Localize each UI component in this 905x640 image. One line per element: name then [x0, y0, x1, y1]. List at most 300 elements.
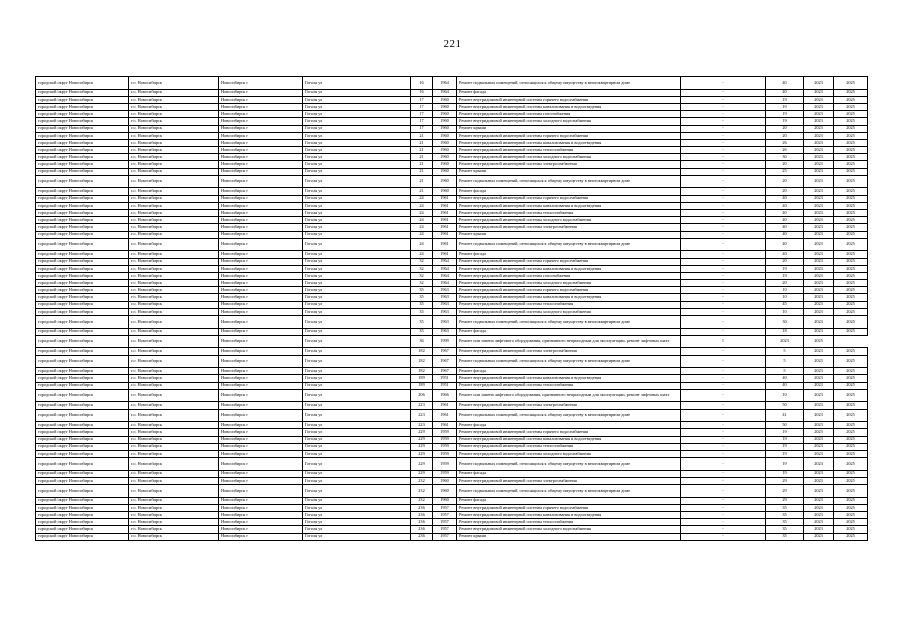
- build-year-cell: 1960: [433, 111, 457, 118]
- table-row: [36, 161, 868, 168]
- work-type-cell: Ремонт внутридомовой инженерной системы канализования и водоотведения: [457, 375, 681, 382]
- municipality-cell: городской округ Новосибирск: [36, 287, 129, 294]
- build-year-cell: 1963: [433, 294, 457, 301]
- wear-cell: 26: [766, 147, 804, 154]
- city-cell: Новосибирск г: [219, 210, 303, 217]
- year-start-cell: 2023: [804, 103, 834, 110]
- year-start-cell: 2023: [804, 125, 834, 132]
- city-cell: Новосибирск г: [219, 118, 303, 125]
- wear-cell: 41: [766, 409, 804, 422]
- capital-repair-table: [35, 76, 868, 541]
- wear-cell: 18: [766, 328, 804, 335]
- municipality-cell: городской округ Новосибирск: [36, 533, 129, 540]
- work-type-cell: Ремонт подвальных помещений, относящихся к общему имуществу в многоквартирном доме: [457, 316, 681, 329]
- wear-cell: 20: [766, 132, 804, 139]
- year-end-cell: 2025: [834, 125, 868, 132]
- street-cell: Гоголя ул: [303, 154, 411, 161]
- district-cell: г.о. Новосибирск: [129, 154, 219, 161]
- build-year-cell: 1961: [433, 202, 457, 209]
- lift-count-cell: -: [681, 497, 766, 504]
- year-end-cell: 2025: [834, 301, 868, 308]
- city-cell: Новосибирск г: [219, 512, 303, 519]
- wear-cell: 40: [766, 382, 804, 389]
- street-cell: Гоголя ул: [303, 132, 411, 139]
- municipality-cell: городской округ Новосибирск: [36, 355, 129, 368]
- street-cell: Гоголя ул: [303, 231, 411, 238]
- work-type-cell: Ремонт внутридомовой инженерной системы канализования и водоотведения: [457, 294, 681, 301]
- municipality-cell: городской округ Новосибирск: [36, 436, 129, 443]
- year-end-cell: 2025: [834, 348, 868, 355]
- lift-count-cell: -: [681, 402, 766, 409]
- wear-cell: 19: [766, 111, 804, 118]
- lift-count-cell: -: [681, 175, 766, 188]
- street-cell: Гоголя ул: [303, 111, 411, 118]
- city-cell: Новосибирск г: [219, 287, 303, 294]
- district-cell: г.о. Новосибирск: [129, 175, 219, 188]
- wear-cell: 19: [766, 470, 804, 477]
- build-year-cell: 1960: [433, 118, 457, 125]
- city-cell: Новосибирск г: [219, 450, 303, 457]
- municipality-cell: городской округ Новосибирск: [36, 210, 129, 217]
- house-number-cell: 182: [411, 355, 433, 368]
- year-start-cell: 2023: [804, 422, 834, 429]
- year-end-cell: 2025: [834, 382, 868, 389]
- build-year-cell: 1960: [433, 161, 457, 168]
- work-type-cell: Ремонт подвальных помещений, относящихся к общему имуществу в многоквартирном доме: [457, 409, 681, 422]
- street-cell: Гоголя ул: [303, 436, 411, 443]
- lift-count-cell: -: [681, 301, 766, 308]
- build-year-cell: 1960: [433, 96, 457, 103]
- city-cell: Новосибирск г: [219, 308, 303, 315]
- city-cell: Новосибирск г: [219, 316, 303, 329]
- district-cell: г.о. Новосибирск: [129, 308, 219, 315]
- street-cell: Гоголя ул: [303, 139, 411, 146]
- house-number-cell: 24: [411, 231, 433, 238]
- city-cell: Новосибирск г: [219, 519, 303, 526]
- lift-count-cell: -: [681, 519, 766, 526]
- house-number-cell: 232: [411, 477, 433, 484]
- table-row: [36, 147, 868, 154]
- lift-count-cell: -: [681, 348, 766, 355]
- year-start-cell: 2023: [804, 202, 834, 209]
- municipality-cell: городской округ Новосибирск: [36, 77, 129, 90]
- city-cell: Новосибирск г: [219, 533, 303, 540]
- wear-cell: 35: [766, 533, 804, 540]
- district-cell: г.о. Новосибирск: [129, 389, 219, 402]
- house-number-cell: 35: [411, 287, 433, 294]
- year-end-cell: 2025: [834, 195, 868, 202]
- year-start-cell: 2023: [804, 195, 834, 202]
- work-type-cell: Ремонт крыши: [457, 125, 681, 132]
- build-year-cell: 1963: [433, 301, 457, 308]
- work-type-cell: Ремонт подвальных помещений, относящихся к общему имуществу в многоквартирном доме: [457, 175, 681, 188]
- city-cell: Новосибирск г: [219, 409, 303, 422]
- street-cell: Гоголя ул: [303, 485, 411, 498]
- work-type-cell: Ремонт фасада: [457, 422, 681, 429]
- street-cell: Гоголя ул: [303, 188, 411, 195]
- build-year-cell: 1961: [433, 238, 457, 251]
- table-row: [36, 132, 868, 139]
- build-year-cell: 1967: [433, 355, 457, 368]
- year-end-cell: 2025: [834, 443, 868, 450]
- wear-cell: 19: [766, 436, 804, 443]
- wear-cell: 2023: [766, 335, 804, 348]
- year-end-cell: 2025: [834, 436, 868, 443]
- district-cell: г.о. Новосибирск: [129, 272, 219, 279]
- municipality-cell: городской округ Новосибирск: [36, 348, 129, 355]
- year-start-cell: 2023: [804, 316, 834, 329]
- table-row: [36, 294, 868, 301]
- build-year-cell: 1959: [433, 429, 457, 436]
- table-row: [36, 485, 868, 498]
- district-cell: г.о. Новосибирск: [129, 251, 219, 258]
- district-cell: г.о. Новосибирск: [129, 512, 219, 519]
- street-cell: Гоголя ул: [303, 168, 411, 175]
- build-year-cell: 1960: [433, 168, 457, 175]
- wear-cell: 40: [766, 89, 804, 96]
- lift-count-cell: -: [681, 231, 766, 238]
- house-number-cell: 16: [411, 89, 433, 96]
- year-end-cell: 2025: [834, 132, 868, 139]
- municipality-cell: городской округ Новосибирск: [36, 504, 129, 511]
- build-year-cell: 1959: [433, 470, 457, 477]
- house-number-cell: 21: [411, 132, 433, 139]
- year-start-cell: 2023: [804, 251, 834, 258]
- year-end-cell: 2025: [834, 308, 868, 315]
- year-end-cell: 2025: [834, 139, 868, 146]
- district-cell: г.о. Новосибирск: [129, 368, 219, 375]
- municipality-cell: городской округ Новосибирск: [36, 175, 129, 188]
- year-start-cell: 2023: [804, 265, 834, 272]
- lift-count-cell: -: [681, 368, 766, 375]
- year-end-cell: 2025: [834, 389, 868, 402]
- table-row: [36, 422, 868, 429]
- work-type-cell: Ремонт внутридомовой инженерной системы канализования и водоотведения: [457, 139, 681, 146]
- year-end-cell: 2025: [834, 265, 868, 272]
- table-row: [36, 118, 868, 125]
- house-number-cell: 32: [411, 272, 433, 279]
- lift-count-cell: -: [681, 280, 766, 287]
- year-end-cell: 2025: [834, 355, 868, 368]
- city-cell: Новосибирск г: [219, 348, 303, 355]
- wear-cell: 19: [766, 458, 804, 471]
- wear-cell: 20: [766, 125, 804, 132]
- table-row: [36, 316, 868, 329]
- district-cell: г.о. Новосибирск: [129, 402, 219, 409]
- year-start-cell: 2023: [804, 217, 834, 224]
- wear-cell: 10: [766, 287, 804, 294]
- street-cell: Гоголя ул: [303, 258, 411, 265]
- year-start-cell: 2023: [804, 96, 834, 103]
- lift-count-cell: -: [681, 139, 766, 146]
- work-type-cell: Ремонт фасада: [457, 470, 681, 477]
- lift-count-cell: -: [681, 217, 766, 224]
- street-cell: Гоголя ул: [303, 202, 411, 209]
- street-cell: Гоголя ул: [303, 301, 411, 308]
- build-year-cell: 1961: [433, 224, 457, 231]
- build-year-cell: 1959: [433, 450, 457, 457]
- wear-cell: 10: [766, 294, 804, 301]
- build-year-cell: 1957: [433, 519, 457, 526]
- street-cell: Гоголя ул: [303, 251, 411, 258]
- street-cell: Гоголя ул: [303, 287, 411, 294]
- work-type-cell: Ремонт внутридомовой инженерной системы горячего водоснабжения: [457, 195, 681, 202]
- lift-count-cell: -: [681, 118, 766, 125]
- house-number-cell: 229: [411, 429, 433, 436]
- build-year-cell: 1957: [433, 526, 457, 533]
- house-number-cell: 24: [411, 195, 433, 202]
- lift-count-cell: -: [681, 533, 766, 540]
- house-number-cell: 32: [411, 280, 433, 287]
- year-end-cell: 2025: [834, 450, 868, 457]
- municipality-cell: городской округ Новосибирск: [36, 132, 129, 139]
- wear-cell: 35: [766, 519, 804, 526]
- city-cell: Новосибирск г: [219, 103, 303, 110]
- city-cell: Новосибирск г: [219, 301, 303, 308]
- street-cell: Гоголя ул: [303, 118, 411, 125]
- house-number-cell: 35: [411, 328, 433, 335]
- street-cell: Гоголя ул: [303, 389, 411, 402]
- page-number: 221: [443, 38, 462, 50]
- city-cell: Новосибирск г: [219, 470, 303, 477]
- table-row: [36, 210, 868, 217]
- house-number-cell: 21: [411, 161, 433, 168]
- city-cell: Новосибирск г: [219, 175, 303, 188]
- year-start-cell: 2023: [804, 409, 834, 422]
- house-number-cell: 36: [411, 335, 433, 348]
- city-cell: Новосибирск г: [219, 402, 303, 409]
- year-start-cell: 2023: [804, 132, 834, 139]
- municipality-cell: городской округ Новосибирск: [36, 89, 129, 96]
- house-number-cell: 21: [411, 154, 433, 161]
- municipality-cell: городской округ Новосибирск: [36, 125, 129, 132]
- work-type-cell: Ремонт внутридомовой инженерной системы теплоснабжения: [457, 443, 681, 450]
- house-number-cell: 223: [411, 422, 433, 429]
- street-cell: Гоголя ул: [303, 497, 411, 504]
- work-type-cell: Ремонт подвальных помещений, относящихся к общему имуществу в многоквартирном доме: [457, 355, 681, 368]
- city-cell: Новосибирск г: [219, 443, 303, 450]
- table-row: [36, 217, 868, 224]
- build-year-cell: 1964: [433, 272, 457, 279]
- year-end-cell: 2025: [834, 272, 868, 279]
- wear-cell: 29: [766, 485, 804, 498]
- street-cell: Гоголя ул: [303, 316, 411, 329]
- municipality-cell: городской округ Новосибирск: [36, 519, 129, 526]
- street-cell: Гоголя ул: [303, 450, 411, 457]
- year-end-cell: 2025: [834, 147, 868, 154]
- build-year-cell: 1960: [433, 103, 457, 110]
- district-cell: г.о. Новосибирск: [129, 348, 219, 355]
- work-type-cell: Ремонт фасада: [457, 497, 681, 504]
- year-start-cell: 2023: [804, 470, 834, 477]
- wear-cell: 35: [766, 512, 804, 519]
- table-row: [36, 328, 868, 335]
- work-type-cell: Ремонт внутридомовой инженерной системы теплоснабжения: [457, 210, 681, 217]
- street-cell: Гоголя ул: [303, 348, 411, 355]
- city-cell: Новосибирск г: [219, 265, 303, 272]
- street-cell: Гоголя ул: [303, 470, 411, 477]
- house-number-cell: 182: [411, 368, 433, 375]
- table-row: [36, 77, 868, 90]
- district-cell: г.о. Новосибирск: [129, 436, 219, 443]
- house-number-cell: 17: [411, 111, 433, 118]
- year-start-cell: 2023: [804, 210, 834, 217]
- table-row: [36, 526, 868, 533]
- district-cell: г.о. Новосибирск: [129, 422, 219, 429]
- district-cell: г.о. Новосибирск: [129, 132, 219, 139]
- city-cell: Новосибирск г: [219, 382, 303, 389]
- work-type-cell: Ремонт внутридомовой инженерной системы горячего водоснабжения: [457, 132, 681, 139]
- street-cell: Гоголя ул: [303, 175, 411, 188]
- house-number-cell: 189: [411, 375, 433, 382]
- work-type-cell: Ремонт внутридомовой инженерной системы теплоснабжения: [457, 382, 681, 389]
- wear-cell: 40: [766, 238, 804, 251]
- house-number-cell: 21: [411, 147, 433, 154]
- table-row: [36, 504, 868, 511]
- build-year-cell: 1957: [433, 512, 457, 519]
- city-cell: Новосибирск г: [219, 168, 303, 175]
- lift-count-cell: -: [681, 429, 766, 436]
- street-cell: Гоголя ул: [303, 217, 411, 224]
- build-year-cell: 1967: [433, 368, 457, 375]
- district-cell: г.о. Новосибирск: [129, 470, 219, 477]
- district-cell: г.о. Новосибирск: [129, 161, 219, 168]
- work-type-cell: Ремонт внутридомовой инженерной системы теплоснабжения: [457, 147, 681, 154]
- table-row: [36, 375, 868, 382]
- street-cell: Гоголя ул: [303, 294, 411, 301]
- district-cell: г.о. Новосибирск: [129, 504, 219, 511]
- lift-count-cell: -: [681, 132, 766, 139]
- lift-count-cell: -: [681, 168, 766, 175]
- table-row: [36, 409, 868, 422]
- year-start-cell: 2023: [804, 526, 834, 533]
- year-start-cell: 2023: [804, 375, 834, 382]
- lift-count-cell: -: [681, 188, 766, 195]
- work-type-cell: Ремонт внутридомовой инженерной системы холодного водоснабжения: [457, 450, 681, 457]
- table-row: [36, 202, 868, 209]
- year-end-cell: 2025: [834, 368, 868, 375]
- year-end-cell: 2025: [834, 188, 868, 195]
- city-cell: Новосибирск г: [219, 161, 303, 168]
- year-start-cell: 2023: [804, 139, 834, 146]
- district-cell: г.о. Новосибирск: [129, 111, 219, 118]
- house-number-cell: 229: [411, 450, 433, 457]
- district-cell: г.о. Новосибирск: [129, 519, 219, 526]
- district-cell: г.о. Новосибирск: [129, 77, 219, 90]
- municipality-cell: городской округ Новосибирск: [36, 294, 129, 301]
- year-start-cell: 2023: [804, 368, 834, 375]
- municipality-cell: городской округ Новосибирск: [36, 147, 129, 154]
- year-end-cell: 2025: [834, 375, 868, 382]
- year-start-cell: 2023: [804, 308, 834, 315]
- wear-cell: 10: [766, 389, 804, 402]
- table-row: [36, 154, 868, 161]
- year-start-cell: 2023: [804, 382, 834, 389]
- year-start-cell: 2023: [804, 272, 834, 279]
- street-cell: Гоголя ул: [303, 477, 411, 484]
- wear-cell: 5: [766, 348, 804, 355]
- lift-count-cell: -: [681, 202, 766, 209]
- municipality-cell: городской округ Новосибирск: [36, 409, 129, 422]
- lift-count-cell: -: [681, 328, 766, 335]
- work-type-cell: Ремонт внутридомовой инженерной системы холодного водоснабжения: [457, 118, 681, 125]
- city-cell: Новосибирск г: [219, 96, 303, 103]
- build-year-cell: 1951: [433, 382, 457, 389]
- year-end-cell: 2025: [834, 175, 868, 188]
- district-cell: г.о. Новосибирск: [129, 497, 219, 504]
- street-cell: Гоголя ул: [303, 533, 411, 540]
- wear-cell: 40: [766, 224, 804, 231]
- house-number-cell: 206: [411, 389, 433, 402]
- table-row: [36, 436, 868, 443]
- municipality-cell: городской округ Новосибирск: [36, 402, 129, 409]
- year-end-cell: 2025: [834, 526, 868, 533]
- lift-count-cell: -: [681, 294, 766, 301]
- wear-cell: 30: [766, 316, 804, 329]
- work-type-cell: Ремонт внутридомовой инженерной системы горячего водоснабжения: [457, 504, 681, 511]
- lift-count-cell: -: [681, 458, 766, 471]
- year-end-cell: 2025: [834, 251, 868, 258]
- house-number-cell: 24: [411, 210, 433, 217]
- street-cell: Гоголя ул: [303, 409, 411, 422]
- year-end-cell: 2025: [834, 402, 868, 409]
- street-cell: Гоголя ул: [303, 526, 411, 533]
- work-type-cell: Ремонт фасада: [457, 89, 681, 96]
- work-type-cell: Ремонт внутридомовой инженерной системы канализования и водоотведения: [457, 202, 681, 209]
- city-cell: Новосибирск г: [219, 111, 303, 118]
- street-cell: Гоголя ул: [303, 238, 411, 251]
- district-cell: г.о. Новосибирск: [129, 118, 219, 125]
- city-cell: Новосибирск г: [219, 526, 303, 533]
- district-cell: г.о. Новосибирск: [129, 231, 219, 238]
- municipality-cell: городской округ Новосибирск: [36, 512, 129, 519]
- lift-count-cell: -: [681, 409, 766, 422]
- year-start-cell: 2023: [804, 485, 834, 498]
- build-year-cell: 1961: [433, 195, 457, 202]
- table-row: [36, 348, 868, 355]
- year-end-cell: 2025: [834, 89, 868, 96]
- lift-count-cell: -: [681, 161, 766, 168]
- table-row: [36, 382, 868, 389]
- build-year-cell: 1961: [433, 251, 457, 258]
- year-start-cell: 2023: [804, 512, 834, 519]
- work-type-cell: Ремонт внутридомовой инженерной системы канализования и водоотведения: [457, 103, 681, 110]
- year-end-cell: 2025: [834, 512, 868, 519]
- table-row: [36, 533, 868, 540]
- municipality-cell: городской округ Новосибирск: [36, 251, 129, 258]
- wear-cell: 20: [766, 258, 804, 265]
- district-cell: г.о. Новосибирск: [129, 526, 219, 533]
- wear-cell: 20: [766, 280, 804, 287]
- wear-cell: 50: [766, 422, 804, 429]
- municipality-cell: городской округ Новосибирск: [36, 328, 129, 335]
- build-year-cell: 1959: [433, 458, 457, 471]
- street-cell: Гоголя ул: [303, 519, 411, 526]
- lift-count-cell: -: [681, 210, 766, 217]
- work-type-cell: Ремонт внутридомовой инженерной системы холодного водоснабжения: [457, 217, 681, 224]
- city-cell: Новосибирск г: [219, 436, 303, 443]
- year-start-cell: 2023: [804, 294, 834, 301]
- wear-cell: 40: [766, 195, 804, 202]
- street-cell: Гоголя ул: [303, 147, 411, 154]
- house-number-cell: 21: [411, 168, 433, 175]
- build-year-cell: 1963: [433, 287, 457, 294]
- work-type-cell: Ремонт внутридомовой инженерной системы электроснабжения: [457, 402, 681, 409]
- year-start-cell: 2023: [804, 355, 834, 368]
- lift-count-cell: -: [681, 251, 766, 258]
- city-cell: Новосибирск г: [219, 147, 303, 154]
- municipality-cell: городской округ Новосибирск: [36, 429, 129, 436]
